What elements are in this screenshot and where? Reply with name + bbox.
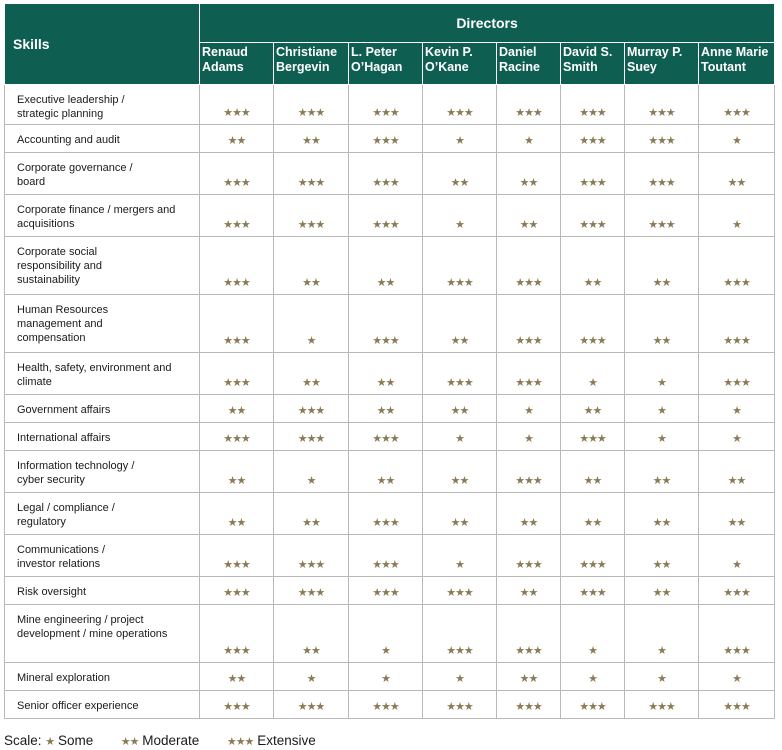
skills-matrix-table (4, 3, 775, 719)
rating-star-icon: ★★★ (561, 423, 625, 451)
rating-star-icon: ★★ (274, 605, 349, 663)
directors-group-header: Directors (200, 4, 775, 43)
director-header: Christiane Bergevin (274, 43, 349, 85)
rating-star-icon: ★★ (625, 295, 699, 353)
header-row-top (5, 4, 775, 43)
rating-star-icon: ★★ (497, 195, 561, 237)
rating-star-icon: ★★ (423, 295, 497, 353)
rating-star-icon: ★★ (699, 153, 775, 195)
rating-star-icon: ★★★ (274, 577, 349, 605)
rating-star-icon: ★★★ (349, 691, 423, 719)
rating-star-icon: ★ (699, 423, 775, 451)
rating-star-icon: ★ (625, 605, 699, 663)
rating-star-icon: ★★ (625, 451, 699, 493)
rating-star-icon: ★★★ (625, 195, 699, 237)
rating-star-icon: ★★ (200, 451, 274, 493)
rating-star-icon: ★★ (349, 353, 423, 395)
skill-label: Human Resources management and compensation (5, 295, 200, 353)
rating-star-icon: ★★★ (200, 353, 274, 395)
rating-star-icon: ★★★ (497, 353, 561, 395)
rating-star-icon: ★★ (423, 395, 497, 423)
director-header: Anne Marie Toutant (699, 43, 775, 85)
rating-star-icon: ★★★ (423, 85, 497, 125)
rating-star-icon: ★★ (423, 153, 497, 195)
rating-star-icon: ★★★ (561, 195, 625, 237)
rating-star-icon: ★★★ (625, 85, 699, 125)
scale-some-star-icon: ★ (45, 736, 55, 748)
rating-star-icon: ★ (699, 125, 775, 153)
rating-star-icon: ★ (349, 605, 423, 663)
rating-star-icon: ★★★ (423, 691, 497, 719)
rating-star-icon: ★★ (699, 493, 775, 535)
rating-star-icon: ★★★ (274, 195, 349, 237)
rating-star-icon: ★★★ (561, 153, 625, 195)
rating-star-icon: ★★★ (349, 295, 423, 353)
rating-star-icon: ★★★ (200, 195, 274, 237)
rating-star-icon: ★★★ (699, 295, 775, 353)
rating-star-icon: ★ (423, 423, 497, 451)
rating-star-icon: ★ (274, 663, 349, 691)
rating-star-icon: ★★★ (497, 691, 561, 719)
rating-star-icon: ★★ (200, 125, 274, 153)
rating-star-icon: ★★★ (200, 295, 274, 353)
rating-star-icon: ★★★ (699, 237, 775, 295)
scale-moderate-label: Moderate (142, 733, 200, 748)
rating-star-icon: ★★ (497, 153, 561, 195)
director-header: Renaud Adams (200, 43, 274, 85)
rating-star-icon: ★★★ (200, 237, 274, 295)
director-header: L. Peter O’Hagan (349, 43, 423, 85)
rating-star-icon: ★★ (561, 395, 625, 423)
rating-star-icon: ★ (274, 451, 349, 493)
rating-star-icon: ★★★ (274, 153, 349, 195)
rating-star-icon: ★★ (274, 353, 349, 395)
rating-star-icon: ★★★ (561, 125, 625, 153)
rating-star-icon: ★★★ (349, 85, 423, 125)
table-row (5, 423, 775, 451)
table-row (5, 577, 775, 605)
skills-column-header: Skills (5, 4, 200, 85)
rating-star-icon: ★★★ (625, 153, 699, 195)
rating-star-icon: ★ (625, 353, 699, 395)
table-row (5, 153, 775, 195)
rating-star-icon: ★★ (200, 395, 274, 423)
rating-star-icon: ★★★ (423, 237, 497, 295)
rating-star-icon: ★★★ (274, 423, 349, 451)
scale-moderate-star-icon: ★★ (120, 736, 139, 748)
rating-star-icon: ★★★ (200, 153, 274, 195)
skill-label: Mineral exploration (5, 663, 200, 691)
rating-star-icon: ★★★ (200, 577, 274, 605)
rating-star-icon: ★★ (625, 535, 699, 577)
rating-star-icon: ★★★ (699, 605, 775, 663)
table-row (5, 451, 775, 493)
rating-star-icon: ★ (349, 663, 423, 691)
rating-star-icon: ★ (423, 195, 497, 237)
skill-label: Government affairs (5, 395, 200, 423)
rating-star-icon: ★★ (561, 237, 625, 295)
rating-star-icon: ★★★ (274, 535, 349, 577)
rating-star-icon: ★ (274, 295, 349, 353)
skill-label: Mine engineering / project development / mine operations (5, 605, 200, 663)
rating-star-icon: ★★★ (497, 535, 561, 577)
rating-star-icon: ★★★ (497, 85, 561, 125)
skill-label: Corporate governance / board (5, 153, 200, 195)
rating-star-icon: ★★★ (349, 195, 423, 237)
rating-star-icon: ★★★ (561, 577, 625, 605)
skill-label: Risk oversight (5, 577, 200, 605)
rating-star-icon: ★★★ (561, 691, 625, 719)
rating-star-icon: ★ (625, 423, 699, 451)
skill-label: Corporate finance / mergers and acquisitions (5, 195, 200, 237)
rating-star-icon: ★★★ (200, 535, 274, 577)
rating-star-icon: ★ (497, 125, 561, 153)
rating-star-icon: ★★ (274, 125, 349, 153)
rating-star-icon: ★★★ (349, 153, 423, 195)
rating-star-icon: ★★ (625, 493, 699, 535)
rating-star-icon: ★★★ (497, 237, 561, 295)
rating-star-icon: ★★ (497, 577, 561, 605)
rating-star-icon: ★★★ (699, 353, 775, 395)
director-header: David S. Smith (561, 43, 625, 85)
table-row (5, 125, 775, 153)
rating-star-icon: ★ (699, 535, 775, 577)
director-header: Daniel Racine (497, 43, 561, 85)
rating-star-icon: ★★ (497, 663, 561, 691)
rating-star-icon: ★★★ (200, 423, 274, 451)
table-row (5, 237, 775, 295)
skill-label: Executive leadership / strategic planning (5, 85, 200, 125)
skill-label: Accounting and audit (5, 125, 200, 153)
rating-star-icon: ★★ (423, 451, 497, 493)
rating-star-icon: ★ (625, 663, 699, 691)
rating-star-icon: ★★★ (699, 85, 775, 125)
rating-star-icon: ★★ (349, 395, 423, 423)
rating-star-icon: ★ (561, 663, 625, 691)
rating-star-icon: ★ (423, 663, 497, 691)
rating-star-icon: ★ (699, 395, 775, 423)
rating-star-icon: ★★★ (423, 577, 497, 605)
rating-star-icon: ★★ (200, 663, 274, 691)
table-row (5, 195, 775, 237)
rating-star-icon: ★★★ (497, 605, 561, 663)
rating-star-icon: ★★★ (274, 85, 349, 125)
rating-star-icon: ★ (497, 423, 561, 451)
rating-star-icon: ★★★ (200, 605, 274, 663)
rating-scale-legend (4, 733, 316, 748)
rating-star-icon: ★★★ (497, 295, 561, 353)
rating-star-icon: ★★★ (274, 395, 349, 423)
skills-table-body (5, 85, 775, 719)
table-row (5, 691, 775, 719)
table-row (5, 395, 775, 423)
rating-star-icon: ★★★ (561, 295, 625, 353)
rating-star-icon: ★★ (497, 493, 561, 535)
rating-star-icon: ★★★ (200, 691, 274, 719)
rating-star-icon: ★ (699, 195, 775, 237)
scale-some-label: Some (57, 733, 94, 748)
rating-star-icon: ★ (625, 395, 699, 423)
table-row (5, 85, 775, 125)
rating-star-icon: ★★ (699, 451, 775, 493)
rating-star-icon: ★ (561, 353, 625, 395)
rating-star-icon: ★★ (561, 493, 625, 535)
table-row (5, 605, 775, 663)
rating-star-icon: ★★★ (497, 451, 561, 493)
rating-star-icon: ★ (423, 125, 497, 153)
rating-star-icon: ★★★ (625, 125, 699, 153)
rating-star-icon: ★★★ (625, 691, 699, 719)
table-row (5, 493, 775, 535)
rating-star-icon: ★★★ (200, 85, 274, 125)
rating-star-icon: ★★★ (699, 577, 775, 605)
rating-star-icon: ★ (561, 605, 625, 663)
rating-star-icon: ★★★ (699, 691, 775, 719)
rating-star-icon: ★ (423, 535, 497, 577)
skill-label: Information technology / cyber security (5, 451, 200, 493)
rating-star-icon: ★★★ (561, 85, 625, 125)
rating-star-icon: ★★★ (274, 691, 349, 719)
skill-label: Communications / investor relations (5, 535, 200, 577)
scale-extensive-label: Extensive (257, 733, 316, 748)
rating-star-icon: ★★★ (349, 423, 423, 451)
table-row (5, 663, 775, 691)
table-row (5, 295, 775, 353)
table-row (5, 353, 775, 395)
rating-star-icon: ★ (497, 395, 561, 423)
rating-star-icon: ★★ (625, 577, 699, 605)
rating-star-icon: ★★★ (561, 535, 625, 577)
rating-star-icon: ★★ (423, 493, 497, 535)
skill-label: International affairs (5, 423, 200, 451)
scale-label: Scale: (4, 733, 42, 748)
rating-star-icon: ★★ (200, 493, 274, 535)
skill-label: Senior officer experience (5, 691, 200, 719)
rating-star-icon: ★★★ (349, 535, 423, 577)
rating-star-icon: ★★ (274, 237, 349, 295)
rating-star-icon: ★★★ (349, 493, 423, 535)
skill-label: Corporate social responsibility and sustainability (5, 237, 200, 295)
rating-star-icon: ★★★ (349, 577, 423, 605)
rating-star-icon: ★★ (625, 237, 699, 295)
rating-star-icon: ★★ (349, 237, 423, 295)
skill-label: Health, safety, environment and climate (5, 353, 200, 395)
table-row (5, 535, 775, 577)
rating-star-icon: ★ (699, 663, 775, 691)
rating-star-icon: ★★ (274, 493, 349, 535)
director-header: Kevin P. O’Kane (423, 43, 497, 85)
rating-star-icon: ★★ (349, 451, 423, 493)
scale-extensive-star-icon: ★★★ (226, 736, 254, 748)
rating-star-icon: ★★★ (423, 605, 497, 663)
rating-star-icon: ★★★ (423, 353, 497, 395)
director-header: Murray P. Suey (625, 43, 699, 85)
rating-star-icon: ★★★ (349, 125, 423, 153)
rating-star-icon: ★★ (561, 451, 625, 493)
skill-label: Legal / compliance / regulatory (5, 493, 200, 535)
